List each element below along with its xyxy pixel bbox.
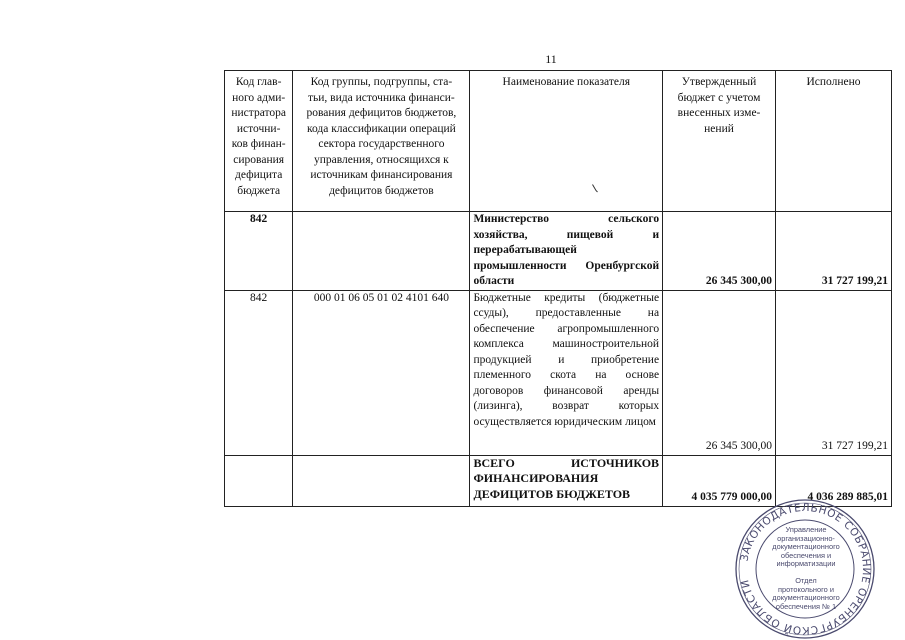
indicator-name-cell: Бюджетные кредиты (бюджетные ссуды), предоставленные на обеспечение агропромышленного комплекса машиностроительной продукцией и приобретение племенного скота на основе договоров финансовой аренды (лизинга), возврат которых осуществляется юридическим лицом	[470, 290, 663, 455]
seal-division: Отдел протокольного и документационного обеспечения № 1	[772, 575, 840, 611]
admin-code-cell: 842	[225, 212, 293, 291]
seal-department: Управление организационно-документационного обеспечения и информатизации	[772, 525, 840, 569]
seal-inner-text	[770, 526, 842, 611]
admin-code-cell	[225, 455, 293, 506]
total-executed-cell: 4 036 289 885,01	[775, 455, 891, 506]
indicator-name-cell: Министерство сельского хозяйства, пищевой и перерабатывающей промышленности Оренбургской области	[470, 212, 663, 291]
header-executed: Исполнено	[775, 71, 891, 212]
total-approved-cell: 4 035 779 000,00	[663, 455, 776, 506]
pen-mark-icon	[592, 184, 598, 193]
header-approved-budget: Утвержденный бюджет с учетом внесенных изме- нений	[663, 71, 776, 212]
executed-amount-cell: 31 727 199,21	[775, 290, 891, 455]
admin-code-cell: 842	[225, 290, 293, 455]
approved-amount-cell: 26 345 300,00	[663, 290, 776, 455]
total-name-cell: ВСЕГО ИСТОЧНИКОВ ФИНАНСИРОВАНИЯ ДЕФИЦИТОВ БЮДЖЕТОВ	[470, 455, 663, 506]
svg-text:ЗАКОНОДАТЕЛЬНОЕ СОБРАНИЕ ОРЕНБ: ЗАКОНОДАТЕЛЬНОЕ СОБРАНИЕ ОРЕНБУРГСКОЙ ОБЛАСТИ	[738, 501, 873, 637]
header-indicator-name: Наименование показателя	[470, 71, 663, 212]
source-code-cell: 000 01 06 05 01 02 4101 640	[293, 290, 470, 455]
approved-amount-cell: 26 345 300,00	[663, 212, 776, 291]
executed-amount-cell: 31 727 199,21	[775, 212, 891, 291]
table-row	[225, 290, 892, 455]
sources-of-financing-table	[224, 70, 892, 507]
source-code-cell	[293, 212, 470, 291]
table-header-row	[225, 71, 892, 212]
page-number: 11	[545, 52, 557, 66]
source-code-cell	[293, 455, 470, 506]
header-admin-code: Код глав- ного адми- нистратора источни- ков финан- сирования дефицита бюджета	[225, 71, 293, 212]
header-source-code: Код группы, подгруппы, ста- тьи, вида источника финанси- рования дефицитов бюджетов, кода классификации операций сектора государственного управления, относящихся к источникам финансирования дефицитов бюджетов	[293, 71, 470, 212]
table-row	[225, 212, 892, 291]
